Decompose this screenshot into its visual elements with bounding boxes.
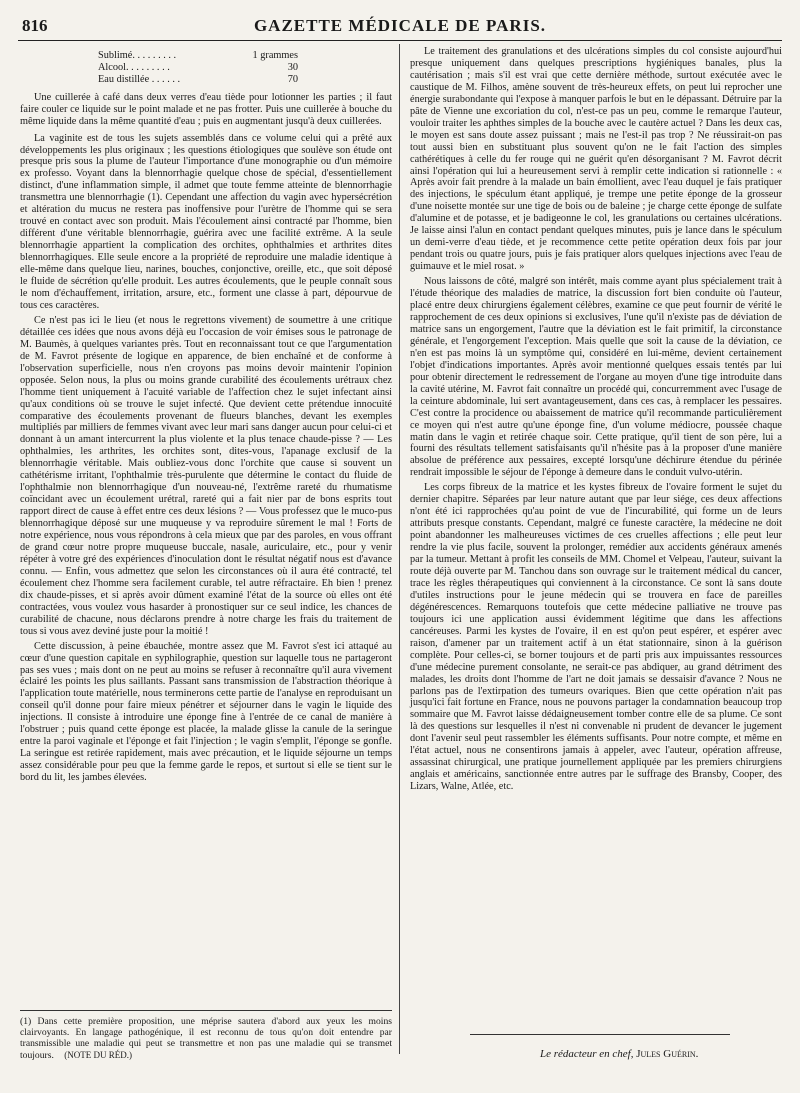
page-header	[18, 14, 782, 41]
prescription-formula	[98, 50, 298, 86]
column-divider	[399, 44, 400, 1054]
formula-row: Sublimé. . . . . . . . . 1 grammes	[98, 50, 298, 61]
signature-rule	[470, 1034, 730, 1035]
paragraph: Le traitement des granulations et des ulcérations simples du col consiste aujourd'hui presque uniquement dans quelques prescriptions hygiéniques banales, plus la cautérisation ; mais s'il est vrai que cette dernière méthode, surtout exécutée avec le caustique de M. Filhos, amène souvent de très-heureux effets, on peut lui reprocher une énergie surabondante qui l'expose à manquer parfois le but en le dépassant. Détruire par la pâte de Vienne une excoriation du col, n'est-ce pas un peu, comme le remarque l'auteur, vouloir traiter les aphthes simples de la bouche avec le cautère actuel ? Dans les deux cas, le moyen est sans doute assez puissant ; mais ne l'est-il pas trop ? Ne réussirait-on pas tout aussi bien en substituant plus souvent qu'on ne le fait l'action des simples cathérétiques à celle du fer rouge qui ne guérit qu'en désorganisant ? M. Favrot décrit ainsi l'opération qui lui a heureusement servi à remplir cette indication si rationnelle : « Après avoir fait prendre à la malade un bain émollient, avec l'eau duquel je fais pratiquer des injections, le spéculum étant appliqué, je trempe une petite éponge de la grosseur d'une noisette montée sur une tige de bois ou de baleine ; je charge cette éponge de sulfate d'alumine et de potasse, et je badigeonne le col, les granulations ou certaines ulcérations. Je laisse ainsi l'alun en contact pendant quelques minutes, puis je lance dans le spéculum un demi-verre d'eau tiède, et je recommence cette petite opération deux fois par jour pendant trois ou quatre jours, puis je fais pratiquer alors quelques injections avec l'eau de guimauve et le miel rosat. »	[410, 46, 782, 273]
paragraph: Les corps fibreux de la matrice et les kystes fibreux de l'ovaire forment le sujet du dernier chapitre. Séparées par leur nature autant que par leur siége, ces deux affections n'ont été ici rapprochées qu'au point de vue de l'incurabilité, qui forme un de leurs attributs presque constants. Cependant, malgré ce funeste caractère, la médecine ne doit point abandonner les malheureuses victimes de ces cruelles affections ; elle peut leur rendre la vie plus facile, souvent la prolonger, remédier aux accidents généraux amenés par la tumeur. Mettant à profit les conseils de MM. Chomel et Velpeau, l'auteur, suivant la route déjà ouverte par M. Tanchou dans son ouvrage sur le traitement médical du cancer, trace les règles thérapeutiques qui conviennent à la circonstance. Ce sont là sans doute d'utiles instructions pour le jeune médecin qui se trouvera en face de pareilles dégénérescences. Remarquons toutefois que cette médecine palliative ne trouve pas toujours ici une application aussi évidemment légitime que dans les affections cancéreuses. Parmi les kystes de l'ovaire, il en est qu'on peut espérer, et espérer avec raison, d'amener par un traitement actif à un état stationnaire, sinon à la guérison complète. Pour celles-ci, se borner toujours et de parti pris aux impuissantes ressources d'une médecine purement consolante, ne serait-ce pas abdiquer, au grand détriment des malades, les droits dont l'homme de l'art ne doit jamais se dessaisir d'avance ? Nous ne parlons pas de l'extirpation des tumeurs ovariques. Bien que cette opération n'ait pas jusqu'ici fait fortune en France, nous ne pouvons partager la condamnation beaucoup trop sommaire que M. Favrot laisse dédaigneusement tomber contre elle de sa plume. Ce sont là des questions sur lesquelles il n'est ni convenable ni prudent de devancer le jugement dont l'avenir seul peut rassembler les éléments suffisants. Pour notre compte, et même en l'état actuel, nous ne consentirons jamais à appeler, avec l'auteur, opération affreuse, assassinat chirurgical, une pratique journellement appliquée par les premiers chirurgiens anglais et américains, sanctionnée entre autres par le suffrage des Bransby, Cooper, des Lizars, Walne, Atlée, etc.	[410, 482, 782, 793]
editor-signature: Le rédacteur en chef, Jules Guérin.	[540, 1048, 699, 1060]
formula-row: Alcool. . . . . . . . . 30	[98, 61, 298, 73]
paragraph: Nous laissons de côté, malgré son intérêt, mais comme ayant plus spécialement trait à l'étude théorique des maladies de matrice, la discussion fort bien conduite où l'auteur, placé entre deux chirurgiens également célèbres, examine ce que peut fournir de vérité le rapprochement de ces deux opinions si exclusives, l'une qu'il n'existe pas de déviation de matrice sans un engorgement, l'autre que la déviation est le fait primitif, la circonstance générale, et l'engorgement l'exception. Mais quelle que soit la cause de la déviation, ce n'en est pas moins là un symptôme qui, considéré en lui-même, devient certainement l'objet d'indications importantes. Après avoir mentionné quelques essais tentés par lui pour obtenir directement le redressement de l'organe au moyen d'une tige introduite dans la cavité utérine, M. Favrot fait connaître un procédé qui, concurremment avec l'usage de la ceinture abdominale, lui sert avantageusement, dans ces cas, à remplacer les pessaires. C'est contre la procidence ou abaissement de matrice qu'il recommande particulièrement ce moyen qui n'est autre qu'une éponge fine, d'un volume médiocre, poussée chaque matin dans le vagin et retirée chaque soir. Cette pratique, qu'il tient de son père, lui a fourni des résultats tellement satisfaisants qu'il n'hésite pas à la proposer d'une manière absolue de préférence aux pessaires, excepté lorsqu'une déchirure étendue du périnée rendrait impossible le séjour de l'éponge à demeure dans le conduit vulvo-utérin.	[410, 276, 782, 479]
paragraph: Cette discussion, à peine ébauchée, montre assez que M. Favrot s'est ici attaqué au cœur d'une question capitale en syphilographie, question sur laquelle tous ne partageront pas ses vues ; mais dont on ne peut au moins se refuser à reconnaître qu'il aura vivement éclairé les points les plus saillants. Passant sans transmission de l'abstraction théorique à l'application toute matérielle, nous terminerons cette partie de l'analyse en reproduisant un conseil qu'il donne pour faire mieux pénétrer et séjourner dans le vagin le liquide des injections. Il consiste à introduire une éponge fine à l'entrée de ce canal de manière à l'obstruer ; puis quand cette éponge est placée, la malade glisse la canule de la seringue entre la paroi vaginale et l'éponge et fait l'injection ; le vagin s'emplit, l'éponge se gonfle. La seringue est retirée rapidement, mais avec précaution, et le liquide séjourne un temps assez considérable pour peu que la femme garde le repos, et surtout si elle se tient sur le bord du lit, les jambes élevées.	[20, 640, 392, 784]
running-title: GAZETTE MÉDICALE DE PARIS.	[253, 16, 547, 35]
formula-row: Eau distillée . . . . . . 70	[98, 73, 298, 85]
left-column	[20, 46, 392, 784]
paragraph: Ce n'est pas ici le lieu (et nous le regrettons vivement) de soumettre à une critique détaillée ces idées que nous avons déjà eu l'occasion de voir émises sous le patronage de M. Baumès, à quelques variantes près. Tout en reconnaissant tout ce que l'argumentation de M. Favrot présente de logique en apparence, de bien enchaîné et de conforme à l'observation superficielle, nous n'en croyons pas moins devoir maintenir l'opinion opposée. Selon nous, la plus ou moins grande curabilité des écoulements urétraux chez l'homme tient uniquement à l'acuité variable de l'affection chez le sujet infectant ainsi qu'aux conditions où se trouve le sujet infecté. Que devient cette prétendue innocuité comparative des écoulements provenant de flueurs blanches, devant les exemples multipliés par milliers de femmes vivant avec leur mari sans danger aucun pour celui-ci et donnant à un amant intercurrent la plus violente et la plus tenace chaude-pisse ? — Les ophthalmies, les arthrites, les orchites sont, dites-vous, l'apanage exclusif de la blennorrhagie véritable. Mais oubliez-vous donc l'orchite que cause si souvent un cathétérisme irritant, l'ophthalmie très-purulente que détermine le contact du fluide de l'ophthalmie non blennorrhagique d'un nouveau-né, l'extrême rareté du rhumatisme coïncidant avec un écoulement urétral, rareté qui a fait nier par de bons esprits tout rapport direct de cause à effet entre ces deux lésions ? — Vous professez que le muco-pus blennorrhagique déposé sur une muqueuse y va reproduire sûrement le mal ! Forts de notre expérience, nous vous répondrons à cela mieux que par des paroles, en vous offrant de grand cœur notre propre muqueuse buccale, nasale, auriculaire, etc., pour y venir répéter à votre gré des expériences d'inoculation dont le résultat négatif nous est d'avance connu. — Enfin, vous admettez que selon les circonstances où il aura été contracté, tel écoulement chez l'homme sera facilement curable, tel autre réfractaire. Eh bien ! prenez dix chaude-pisses, et si après avoir dûment examiné l'état de la source où elles ont été contractées, vous voulez vous hasarder à pronostiquer sur ce seul indice, les chances de curabilité de chacune, nous déclarons prendre à notre charge les frais du traitement de tous si vous avez deviné juste pour la moitié !	[20, 314, 392, 637]
footnote-editor-note: (NOTE DU RÉD.)	[64, 1049, 133, 1060]
paragraph: La vaginite est de tous les sujets assemblés dans ce volume celui qui a prêté aux développements les plus originaux ; les questions étiologiques que soulève son étude ont presque pris sous la plume de l'auteur l'importance d'une monographie ou d'un mémoire ex professo. Voyant dans la blennorrhagie quelque chose de spécial, d'essentiellement distinct, d'une inflammation simple, il admet que toute femme atteinte de blennorrhagie transmettra une blennorrhagie (1). Cependant une affection du vagin avec hypersécrétion et altération du mucus ne restera pas inoffensive pour l'urètre de l'homme qui se sera trouvé en contact avec son produit. Mais l'écoulement ainsi contracté par l'homme, bien différent d'une véritable blennorrhagie, guérira avec une facilité extrême. A la seule blennorrhagie appartient la complication des orchites, ophthalmies et arthrites dites blennorrhagiques. Elle seule encore a la propriété de reproduire une maladie identique à elle-même dans quelque lieu, narines, bouches, conjonctive, oreille, etc., que soit déposé le fluide de sécrétion qu'elle produit. Les autres écoulements, que le peuple connaît sous le nom d'échauffement, irritation, arsure, etc., forment une classe à part, dépourvue de tous ces caractères.	[20, 132, 392, 311]
footnote-rule	[20, 1010, 392, 1011]
right-column	[410, 46, 782, 793]
page-number: 816	[22, 16, 48, 35]
paragraph: Une cuillerée à café dans deux verres d'eau tiède pour lotionner les parties ; il faut faire couler ce liquide sur le point malade et ne pas frotter. Puis une cuillerée à bouche du même liquide dans la même quantité d'eau ; puis en augmentant jusqu'à deux cuillerées.	[20, 91, 392, 127]
editor-name: Jules Guérin.	[636, 1048, 699, 1060]
footnote: (1) Dans cette première proposition, une méprise sautera d'abord aux yeux les moins clairvoyants. En langage pathogénique, il est reconnu de tous qu'on doit entendre par transmissible une maladie qui peut se transmettre et non pas une maladie qui se transmet toujours. (NOTE DU RÉD.)	[20, 1016, 392, 1061]
